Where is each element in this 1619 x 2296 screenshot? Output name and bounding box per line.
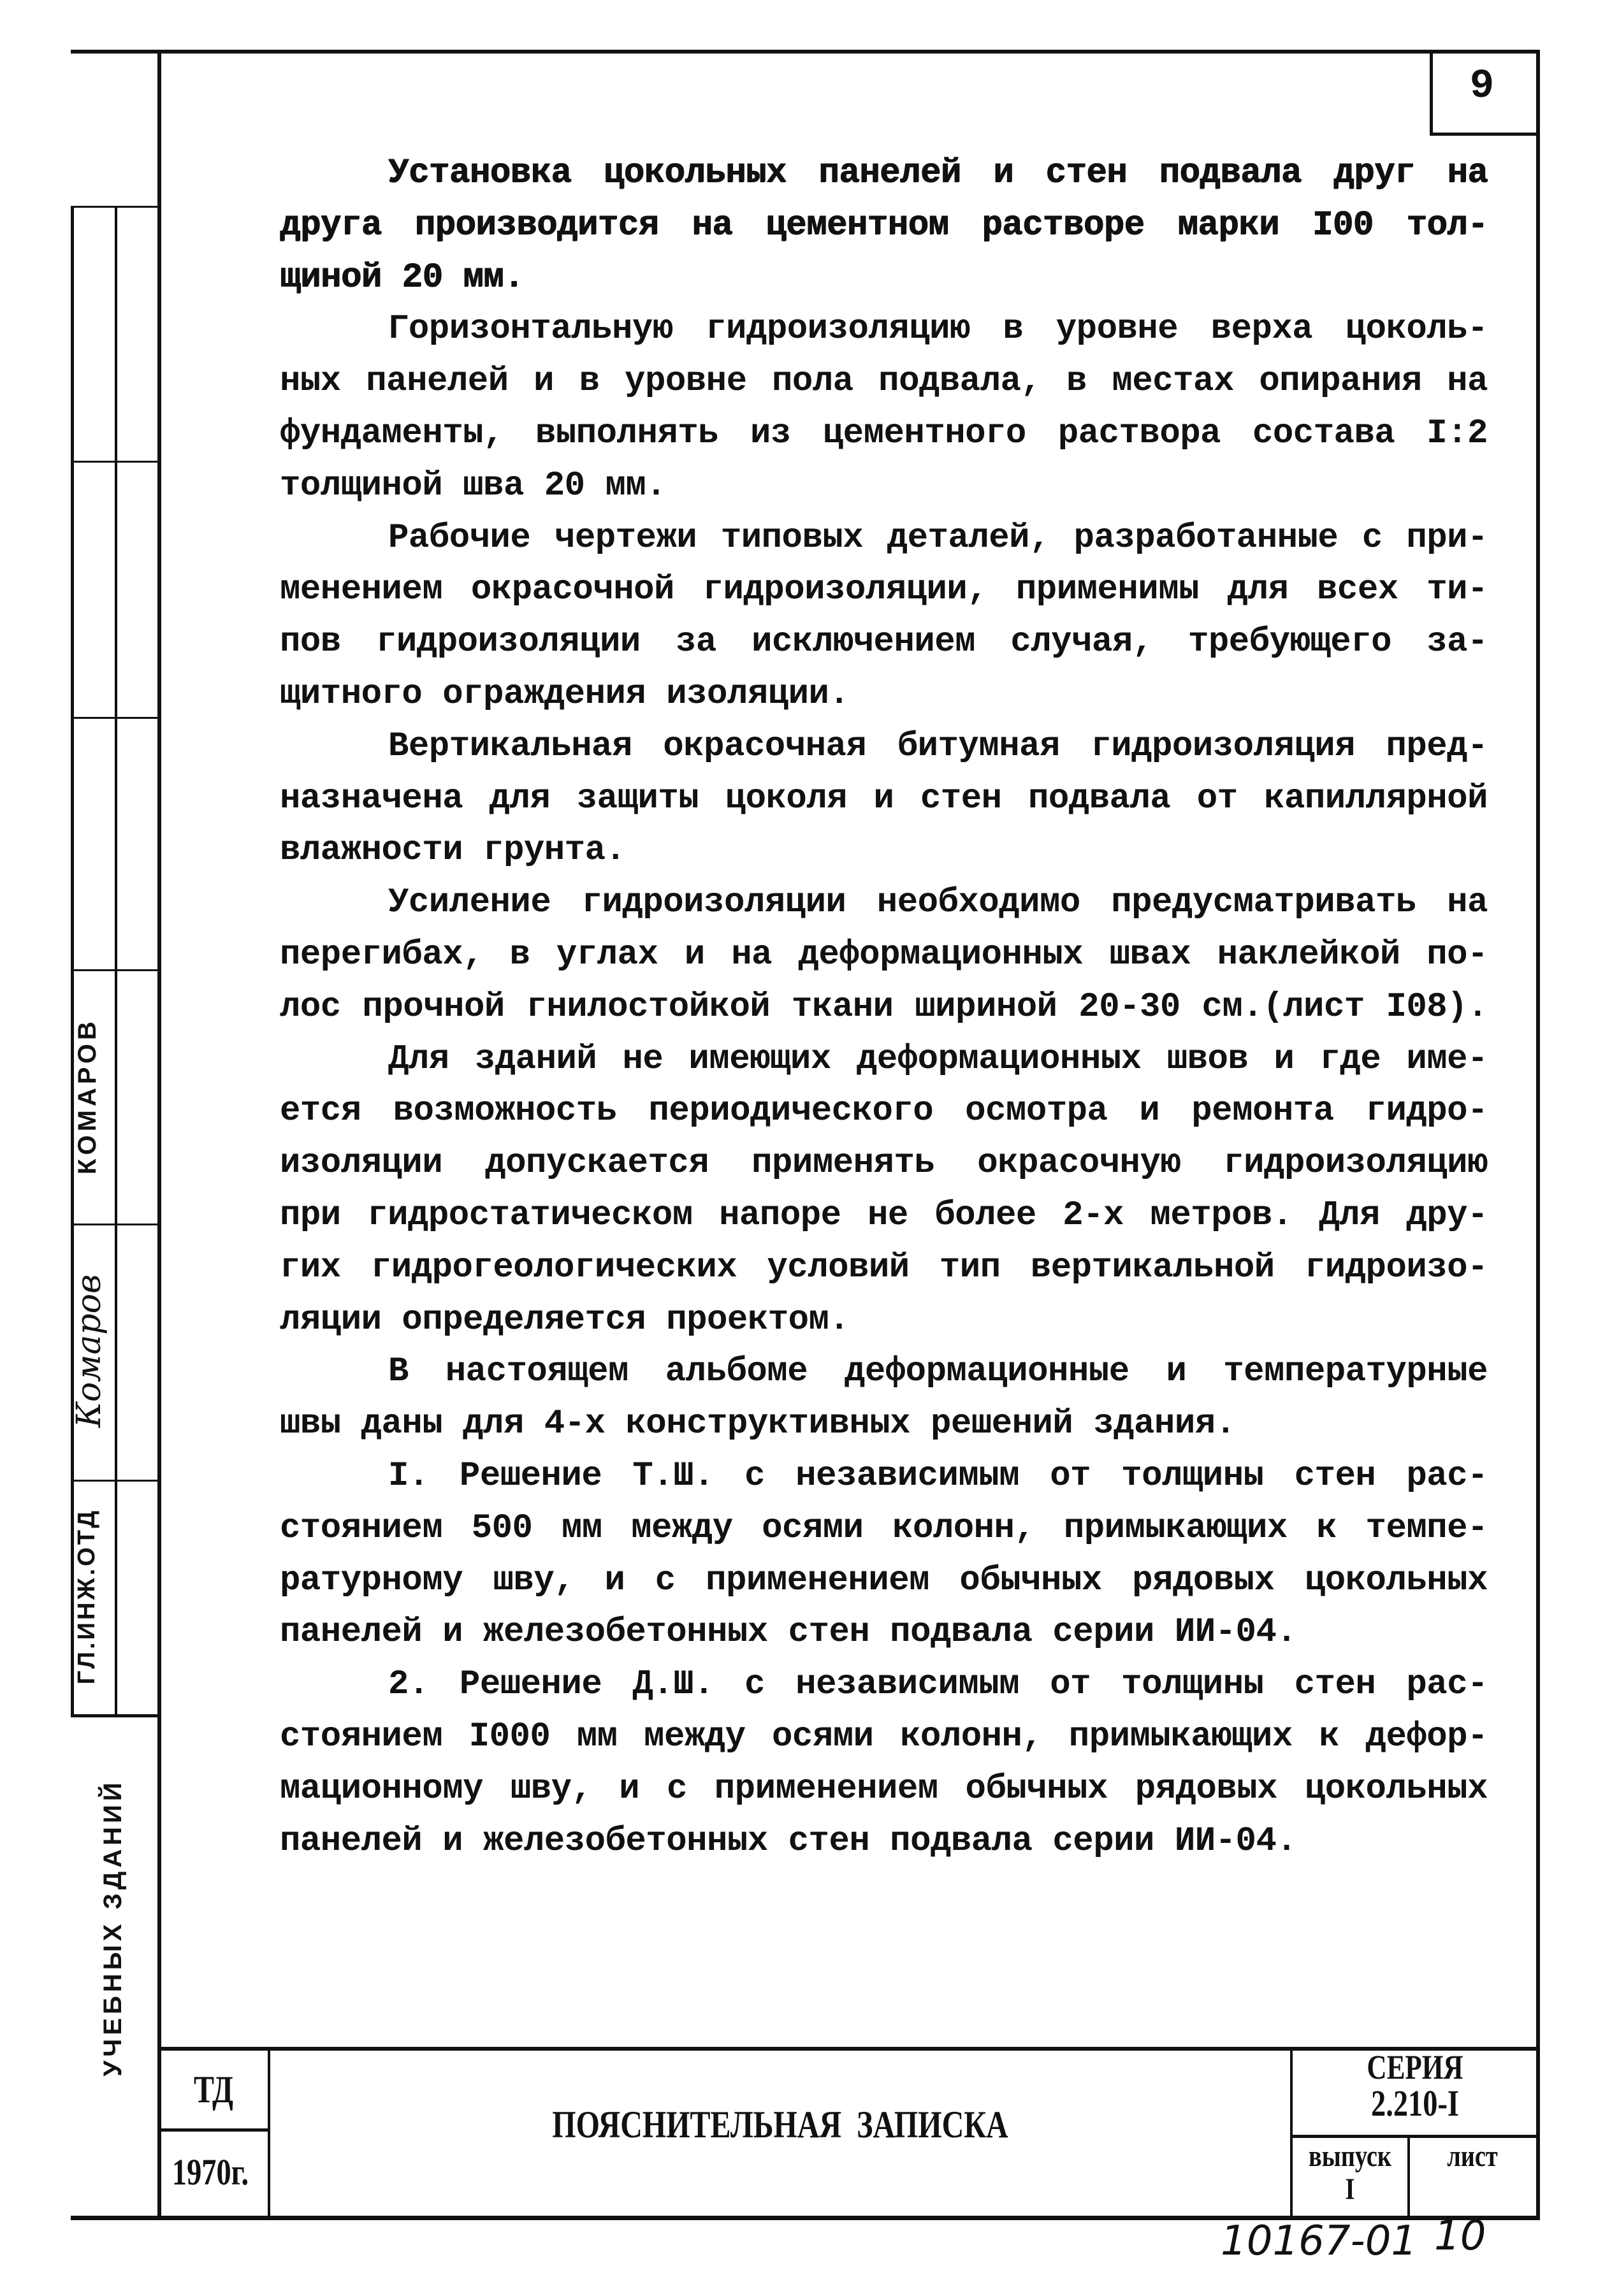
- department-label: УЧЕБНЫХ ЗДАНИЙ: [99, 1779, 127, 2077]
- page-box-bottom: [1430, 133, 1538, 136]
- text-line: стоянием I000 мм между осями колонн, примыкающих к дефор-: [280, 1717, 1488, 1756]
- issue-label: выпуск: [1308, 2139, 1392, 2173]
- text-line: мационному шву, и с применением обычных рядовых цокольных: [280, 1769, 1488, 1809]
- year: 1970г.: [171, 2151, 249, 2193]
- org-code: ТД: [193, 2069, 234, 2111]
- text-line: ных панелей и в уровне пола подвала, в местах опирания на: [280, 362, 1488, 401]
- text-line: Вертикальная окрасочная битумная гидроизоляция пред-: [388, 726, 1488, 766]
- text-line: В настоящем альбоме деформационные и температурные: [388, 1352, 1488, 1392]
- text-line: фундаменты, выполнять из цементного раствора состава I:2: [280, 414, 1488, 453]
- title-block-line: [1407, 2136, 1410, 2218]
- text-line: толщиной шва 20 мм.: [280, 466, 667, 505]
- page-number: 9: [1469, 64, 1495, 110]
- frame-left: [157, 50, 161, 2220]
- sidebar-line: [71, 1224, 160, 1225]
- text-line: гих гидрогеологических условий тип вертикальной гидроизо-: [280, 1248, 1488, 1287]
- text-line: назначена для защиты цоколя и стен подвала от капиллярной: [280, 779, 1488, 818]
- role-label: ГЛ.ИНЖ.ОТД: [73, 1508, 100, 1685]
- text-line: при гидростатическом напоре не более 2-х метров. Для дру-: [280, 1195, 1488, 1235]
- text-line: швы даны для 4-х конструктивных решений здания.: [280, 1404, 1236, 1444]
- page-box-left: [1430, 50, 1433, 135]
- series-label: СЕРИЯ: [1367, 2048, 1463, 2086]
- text-line: стоянием 500 мм между осями колонн, примыкающих к темпе-: [280, 1508, 1488, 1548]
- text-line: Для зданий не имеющих деформационных швов и где име-: [388, 1039, 1488, 1079]
- text-line: ется возможность периодического осмотра и ремонта гидро-: [280, 1092, 1488, 1131]
- text-line: ратурному шву, и с применением обычных рядовых цокольных: [280, 1561, 1488, 1600]
- text-line: влажности грунта.: [280, 831, 626, 870]
- text-line: пов гидроизоляции за исключением случая, требующего за-: [280, 623, 1488, 662]
- text-line: ляции определяется проектом.: [280, 1300, 850, 1339]
- series-value: 2.210-I: [1371, 2083, 1459, 2124]
- document-title: ПОЯСНИТЕЛЬНАЯ ЗАПИСКА: [552, 2104, 1008, 2146]
- handwritten-number: 10167-01: [1221, 2218, 1418, 2265]
- frame-top: [71, 50, 1540, 54]
- sidebar-line: [115, 206, 117, 1716]
- sidebar-line: [71, 717, 160, 719]
- title-block-line: [157, 2128, 269, 2132]
- sidebar-line: [71, 969, 160, 971]
- text-line: панелей и железобетонных стен подвала серии ИИ-04.: [280, 1613, 1297, 1652]
- handwritten-sheet: 10: [1434, 2213, 1486, 2260]
- text-line: Усиление гидроизоляции необходимо предусматривать на: [388, 883, 1488, 923]
- signature: Комаров: [70, 1274, 108, 1428]
- title-block-line: [1290, 2135, 1539, 2138]
- title-block-line: [1290, 2047, 1293, 2219]
- text-line: 2. Решение Д.Ш. с независимым от толщины стен рас-: [388, 1665, 1488, 1705]
- sidebar-line: [71, 206, 74, 971]
- body-text: [280, 147, 1488, 1867]
- text-line: менением окрасочной гидроизоляции, применимы для всех ти-: [280, 570, 1488, 610]
- sidebar-line: [71, 206, 160, 208]
- text-line: щиной 20 мм.: [280, 257, 524, 297]
- text-line: Горизонтальную гидроизоляцию в уровне верха цоколь-: [388, 310, 1488, 349]
- author-name: КОМАРОВ: [73, 1018, 101, 1174]
- sidebar-line: [71, 461, 160, 463]
- text-line: друга производится на цементном растворе марки I00 тол-: [280, 205, 1488, 245]
- text-line: лос прочной гнилостойкой ткани шириной 20-30 см.(лист I08).: [280, 987, 1488, 1027]
- frame-right: [1536, 50, 1540, 2220]
- sheet-label: лист: [1447, 2139, 1498, 2173]
- text-line: изоляции допускается применять окрасочную гидроизоляцию: [280, 1144, 1488, 1183]
- text-line: панелей и железобетонных стен подвала серии ИИ-04.: [280, 1821, 1297, 1861]
- text-line: Рабочие чертежи типовых деталей, разработанные с при-: [388, 518, 1488, 558]
- text-line: перегибах, в углах и на деформационных швах наклейкой по-: [280, 935, 1488, 974]
- text-line: Установка цокольных панелей и стен подвала друг на: [388, 154, 1488, 192]
- text-line: щитного ограждения изоляции.: [280, 674, 850, 714]
- issue-value: I: [1345, 2172, 1355, 2206]
- text-line: I. Решение Т.Ш. с независимым от толщины стен рас-: [388, 1456, 1488, 1496]
- title-block-line: [268, 2047, 270, 2219]
